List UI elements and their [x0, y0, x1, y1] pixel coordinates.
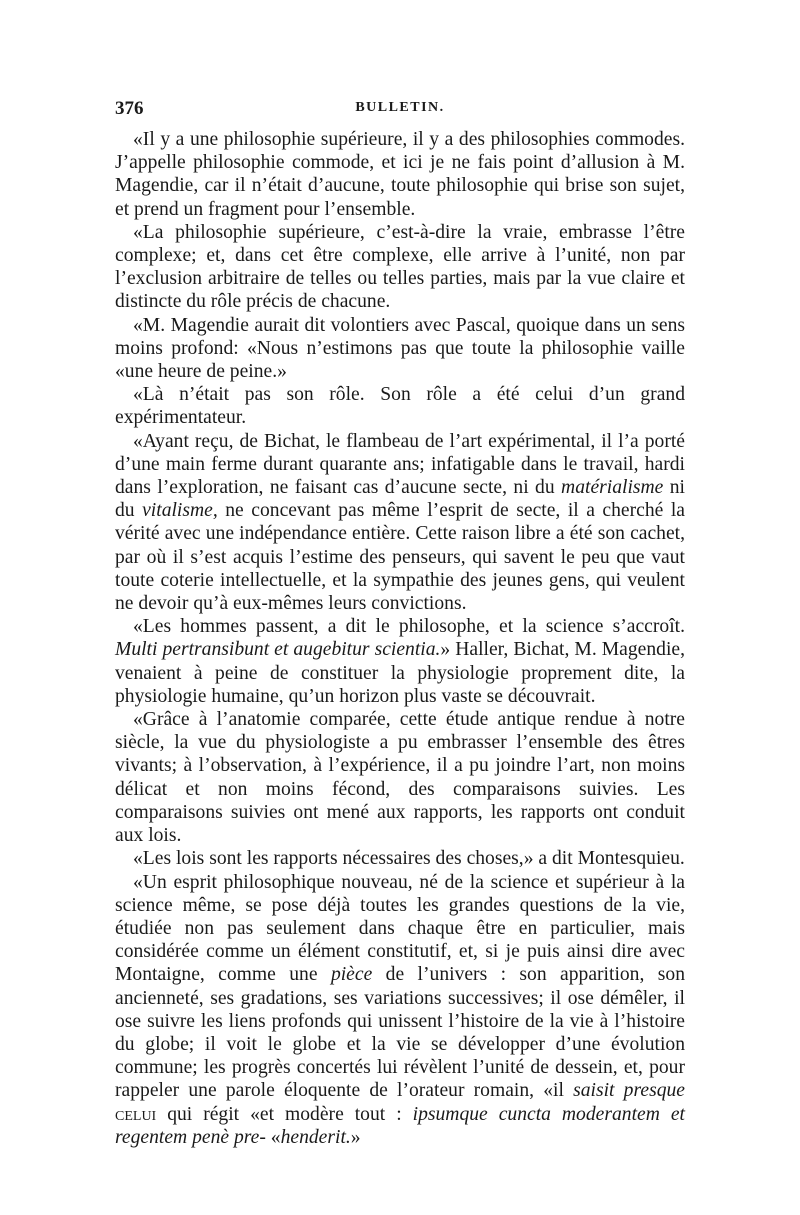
page-number: 376: [115, 98, 144, 119]
italic-text: matérialisme: [561, 477, 664, 499]
text-run: »: [350, 1126, 361, 1148]
paragraph: [115, 847, 685, 870]
paragraph: [115, 383, 685, 429]
italic-text: vitalisme,: [142, 500, 218, 522]
paragraph: [115, 314, 685, 384]
body-text: [115, 128, 685, 1149]
page-header: [115, 98, 685, 122]
text-run: «M. Magendie aurait dit volontiers avec Pascal, quoique dans un sens moins profond: «Nous n’estimons pas que toute la philosophie vaille «une heure de peine.»: [115, 314, 685, 383]
text-run: » Haller, Bichat, M. Magendie, venaient à peine de constituer la physiologie proprement dite, la physiologie humaine, qu’un horizon plus vaste se découvrait.: [115, 639, 685, 707]
paragraph: [115, 128, 685, 221]
text-run: «Ayant reçu, de Bichat, le flambeau de l’art expérimental, il l’a porté d’une main ferme durant quarante ans; infatigable dans le travail, hardi dans l’exploration, ne faisant cas d’aucune secte, ni du: [115, 430, 685, 499]
text-run: «Les hommes passent, a dit le philosophe, et la science s’accroît.: [133, 616, 685, 638]
text-run: de l’univers : son apparition, son ancienneté, ses gradations, ses variations successives; il ose démêler, il ose suivre les liens profonds qui unissent l’histoire de la vie à l’histoire du globe; il voit le globe et la vie se développer d’une évolution commune; les progrès concertés lui révèlent l’unité de dessein, et, pour rappeler une parole éloquente de l’orateur romain, «il: [115, 964, 685, 1102]
running-title: BULLETIN.: [355, 100, 445, 115]
text-run: celui: [115, 1103, 157, 1125]
paragraph: [115, 430, 685, 616]
text-run: «La philosophie supérieure, c’est-à-dire la vraie, embrasse l’être complexe; et, dans cet être complexe, elle arrive à l’unité, non par l’exclusion arbitraire de telles ou telles parties, mais par la vue claire et distincte du rôle précis de chacune.: [115, 221, 685, 313]
text-run: «Un esprit philosophique nouveau, né de la science et supérieur à la science même, se pose déjà toutes les grandes questions de la vie, étudiée non pas seulement dans chaque être en particulier, mais considérée comme un élément constitutif, et, si je puis ainsi dire avec Montaigne, comme une: [115, 871, 685, 986]
paragraph: [115, 871, 685, 1149]
text-run: «Là n’était pas son rôle. Son rôle a été celui d’un grand expérimentateur.: [115, 384, 685, 429]
paragraph: [115, 708, 685, 847]
italic-text: saisit presque: [573, 1080, 685, 1102]
italic-text: pièce: [330, 964, 373, 986]
text-run: «Grâce à l’anatomie comparée, cette étude antique rendue à notre siècle, la vue du physiologiste a pu embrasser l’ensemble des êtres vivants; à l’observation, à l’expérience, il a pu joindre l’art, non moins délicat et non moins fécond, des comparaisons suivies. Les comparaisons suivies ont mené aux rapports, les rapports ont conduit aux lois.: [115, 709, 685, 847]
text-run: ne concevant pas même l’esprit de secte, il a cherché la vérité avec une indépendance entière. Cette raison libre a été son cachet, par où il s’est acquis l’estime des penseurs, qui savent le peu que vaut toute coterie intellectuelle, et la sympathie des jeunes gens, qui veulent ne devoir qu’à eux-mêmes leurs convictions.: [115, 500, 685, 615]
text-run: «Les lois sont les rapports nécessaires des choses,» a dit Montesquieu.: [133, 848, 685, 870]
italic-text: henderit.: [280, 1126, 351, 1148]
italic-text: Multi pertransibunt et augebitur scientia.: [115, 639, 441, 661]
text-run: ni du: [115, 477, 685, 522]
text-run: qui régit «et modère tout :: [156, 1103, 413, 1125]
italic-text: ipsumque cuncta moderantem et regentem penè pre-: [115, 1103, 685, 1148]
text-run: «: [265, 1126, 281, 1148]
text-run: «Il y a une philosophie supérieure, il y a des philosophies commodes. J’appelle philosophie commode, et ici je ne fais point d’allusion à M. Magendie, car il n’était d’aucune, toute philosophie qui brise son sujet, et prend un fragment pour l’ensemble.: [115, 129, 685, 220]
paragraph: [115, 221, 685, 314]
paragraph: [115, 615, 685, 708]
